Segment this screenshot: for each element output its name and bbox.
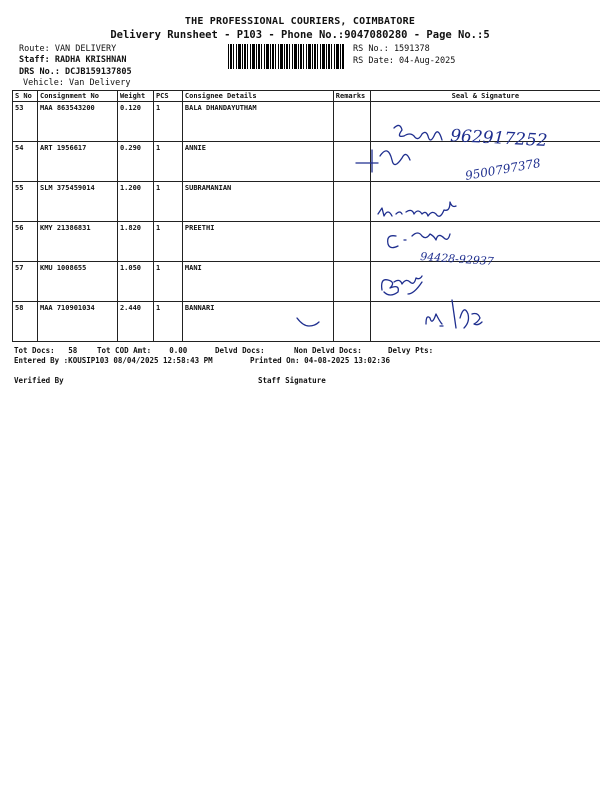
cell-remarks [333,302,370,342]
rs-number: RS No.: 1591378 [353,44,430,54]
cell-consignee: BANNARI [182,302,333,342]
col-consignee: Consignee Details [182,91,333,102]
cell-weight: 0.290 [117,142,153,182]
cell-signature [370,262,600,302]
table-row [13,222,600,262]
col-remarks: Remarks [333,91,370,102]
cell-weight: 1.050 [117,262,153,302]
cell-signature [370,222,600,262]
cell-remarks [333,222,370,262]
cell-consignment: SLM 375459014 [37,182,117,222]
total-docs-value: 58 [68,346,78,355]
cell-pcs: 1 [153,102,182,142]
cell-consignment: KMU 1008655 [37,262,117,302]
verified-by-label: Verified By [14,376,64,385]
printed-on: Printed On: 04-08-2025 13:02:36 [250,356,390,365]
total-cod [97,346,187,355]
cell-weight: 0.120 [117,102,153,142]
table-row [13,182,600,222]
table-header-row [13,91,600,102]
cell-pcs: 1 [153,302,182,342]
cell-consignee: PREETHI [182,222,333,262]
cell-weight: 1.200 [117,182,153,222]
barcode [228,44,345,69]
cell-signature [370,302,600,342]
cell-signature [370,102,600,142]
cell-weight: 2.440 [117,302,153,342]
company-title: THE PROFESSIONAL COURIERS, COIMBATORE [184,16,416,27]
cell-sno: 57 [13,262,38,302]
table-row [13,142,600,182]
table-row [13,102,600,142]
non-delivered-docs-label: Non Delvd Docs: [294,346,362,355]
col-sno: S No [13,91,38,102]
phone-number-note: 94428-92937 [419,250,495,269]
vehicle-label: Vehicle: Van Delivery [23,78,131,88]
cell-consignee: MANI [182,262,333,302]
table-row [13,302,600,342]
cell-pcs: 1 [153,222,182,262]
total-cod-label: Tot COD Amt: [97,346,152,355]
cell-sno: 54 [13,142,38,182]
runsheet-title: Delivery Runsheet - P103 - Phone No.:9047080280 - Page No.:5 [110,29,490,41]
col-pcs: PCS [153,91,182,102]
cell-signature [370,142,600,182]
cell-consignment: ART 1956617 [37,142,117,182]
cell-sno: 55 [13,182,38,222]
cell-pcs: 1 [153,142,182,182]
col-signature: Seal & Signature [370,91,600,102]
col-consignment: Consignment No [37,91,117,102]
phone-number-note: 962917252 [449,126,548,152]
route-label: Route: VAN DELIVERY [19,44,117,54]
entered-by: Entered By :KOUSIP103 08/04/2025 12:58:43 PM [14,356,213,365]
delivered-docs-label: Delvd Docs: [215,346,265,355]
cell-pcs: 1 [153,182,182,222]
phone-number-note: 9500797378 [464,155,542,183]
staff-label: Staff: RADHA KRISHNAN [19,55,127,65]
cell-pcs: 1 [153,262,182,302]
cell-consignment: MAA 710901034 [37,302,117,342]
rs-date: RS Date: 04-Aug-2025 [353,56,456,66]
cell-remarks [333,182,370,222]
staff-signature-label: Staff Signature [258,376,326,385]
cell-consignee: BALA DHANDAYUTHAM [182,102,333,142]
cell-sno: 53 [13,102,38,142]
table-row [13,262,600,302]
cell-consignee: SUBRAMANIAN [182,182,333,222]
cell-consignment: MAA 863543200 [37,102,117,142]
col-weight: Weight [117,91,153,102]
cell-sno: 56 [13,222,38,262]
cell-remarks [333,262,370,302]
cell-signature [370,182,600,222]
total-docs-label: Tot Docs: [14,346,55,355]
cell-remarks [333,102,370,142]
delivery-points-label: Delvy Pts: [388,346,434,355]
total-cod-value: 0.00 [169,346,188,355]
cell-consignee: ANNIE [182,142,333,182]
runsheet-table [12,90,600,342]
cell-weight: 1.820 [117,222,153,262]
drs-number: DRS No.: DCJB159137805 [19,67,132,77]
cell-remarks [333,142,370,182]
cell-sno: 58 [13,302,38,342]
cell-consignment: KMY 21386831 [37,222,117,262]
total-docs [14,346,77,355]
